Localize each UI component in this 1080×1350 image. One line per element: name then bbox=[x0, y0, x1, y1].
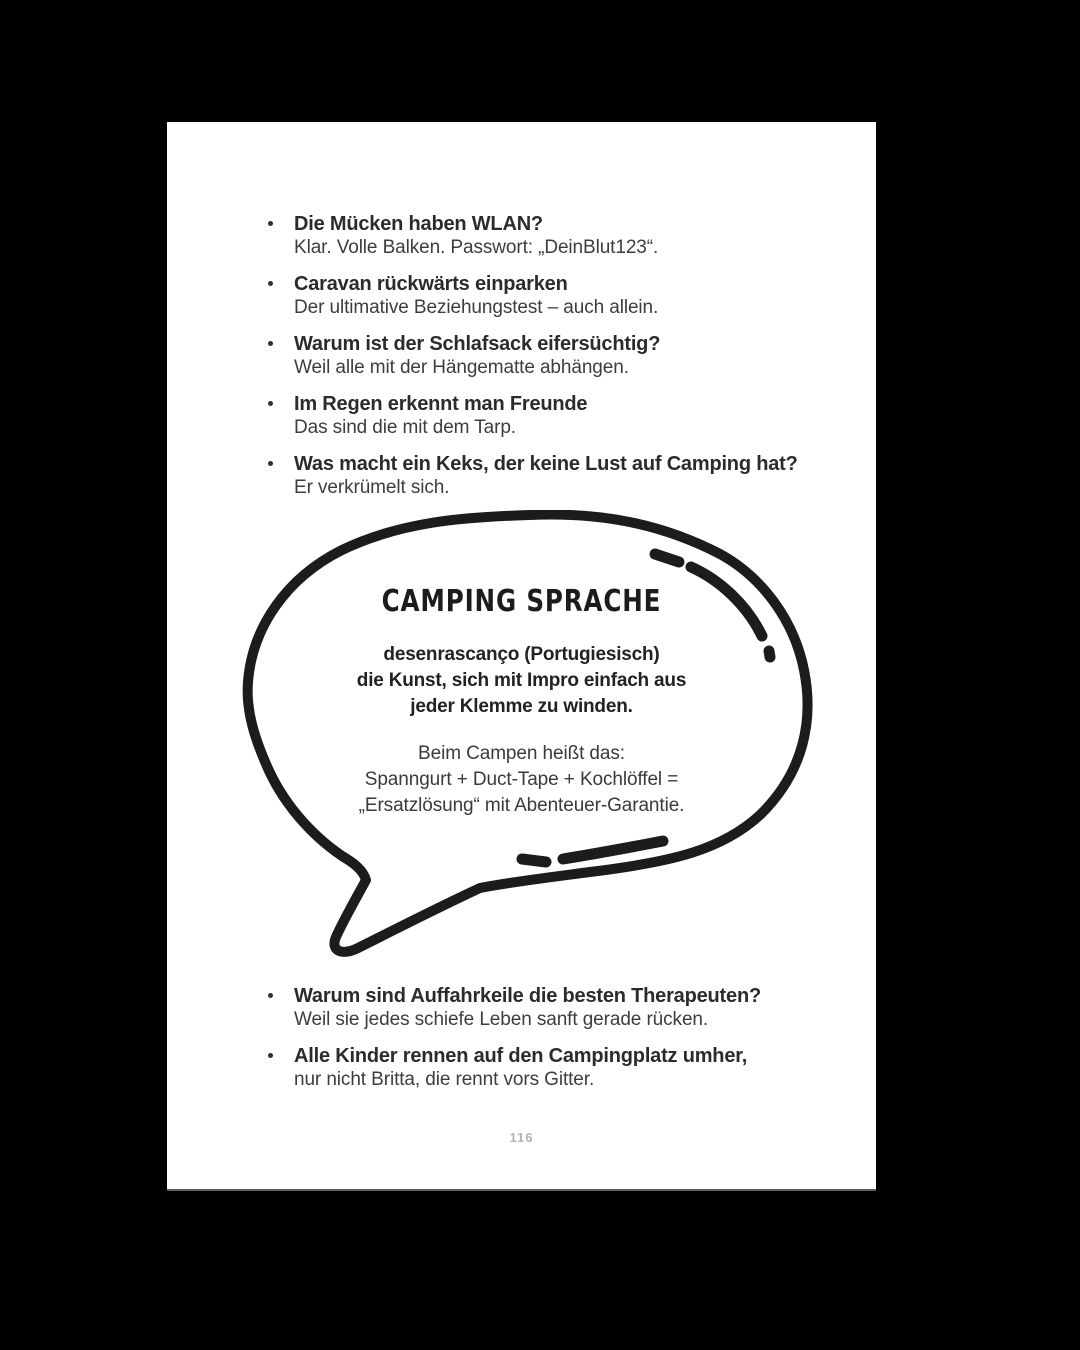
speech-bubble-outline bbox=[242, 510, 817, 960]
joke-question: Die Mücken haben WLAN? bbox=[294, 213, 543, 235]
joke-answer: nur nicht Britta, die rennt vors Gitter. bbox=[294, 1069, 595, 1090]
bubble-explanation bbox=[167, 741, 876, 819]
bullet-dot bbox=[268, 984, 294, 998]
bubble-title bbox=[167, 584, 876, 620]
list-item bbox=[268, 392, 856, 440]
list-item bbox=[268, 332, 856, 380]
bubble-accent-dash-short bbox=[522, 859, 546, 862]
speech-bubble-body bbox=[248, 515, 808, 952]
bullet-dot bbox=[268, 332, 294, 346]
bubble-definition-line: jeder Klemme zu winden. bbox=[410, 696, 633, 717]
joke-answer: Weil sie jedes schiefe Leben sanft gerade rücken. bbox=[294, 1009, 709, 1030]
bubble-explanation-line: „Ersatzlösung“ mit Abenteuer-Garantie. bbox=[358, 795, 685, 816]
joke-answer: Das sind die mit dem Tarp. bbox=[294, 417, 516, 438]
bullet-dot bbox=[268, 392, 294, 406]
joke-question: Warum sind Auffahrkeile die besten Therapeuten? bbox=[294, 985, 761, 1007]
joke-list-bottom bbox=[268, 984, 856, 1104]
joke-text bbox=[294, 1044, 747, 1092]
list-item bbox=[268, 212, 856, 260]
joke-text bbox=[294, 332, 660, 380]
joke-text bbox=[294, 392, 587, 440]
joke-question: Warum ist der Schlafsack eifersüchtig? bbox=[294, 333, 661, 355]
joke-text bbox=[294, 984, 761, 1032]
bubble-definition bbox=[167, 642, 876, 720]
joke-question: Was macht ein Keks, der keine Lust auf Camping hat? bbox=[294, 453, 798, 475]
list-item bbox=[268, 452, 856, 500]
joke-text bbox=[294, 212, 658, 260]
bubble-definition-line: die Kunst, sich mit Impro einfach aus bbox=[356, 670, 687, 691]
joke-question: Im Regen erkennt man Freunde bbox=[294, 393, 588, 415]
joke-text bbox=[294, 452, 798, 500]
book-page bbox=[167, 122, 876, 1189]
bubble-accent-dash-top bbox=[655, 554, 679, 562]
bullet-dot bbox=[268, 1044, 294, 1058]
bullet-dot bbox=[268, 452, 294, 466]
joke-answer: Weil alle mit der Hängematte abhängen. bbox=[294, 357, 629, 378]
bullet-dot bbox=[268, 212, 294, 226]
page-number: 116 bbox=[509, 1130, 534, 1145]
list-item bbox=[268, 1044, 856, 1092]
bubble-definition-line: desenrascanço (Portugiesisch) bbox=[383, 644, 660, 665]
joke-answer: Er verkrümelt sich. bbox=[294, 477, 450, 498]
bubble-explanation-line: Spanngurt + Duct-Tape + Kochlöffel = bbox=[364, 769, 679, 790]
bubble-explanation-line: Beim Campen heißt das: bbox=[418, 743, 625, 764]
joke-question: Alle Kinder rennen auf den Campingplatz umher, bbox=[294, 1045, 748, 1067]
list-item bbox=[268, 272, 856, 320]
bubble-title-text: CAMPING SPRACHE bbox=[381, 584, 662, 619]
joke-answer: Klar. Volle Balken. Passwort: „DeinBlut123“. bbox=[294, 237, 659, 258]
list-item bbox=[268, 984, 856, 1032]
joke-text bbox=[294, 272, 658, 320]
joke-question: Caravan rückwärts einparken bbox=[294, 273, 568, 295]
bullet-dot bbox=[268, 272, 294, 286]
joke-answer: Der ultimative Beziehungstest – auch allein. bbox=[294, 297, 659, 318]
joke-list-top bbox=[268, 212, 856, 512]
